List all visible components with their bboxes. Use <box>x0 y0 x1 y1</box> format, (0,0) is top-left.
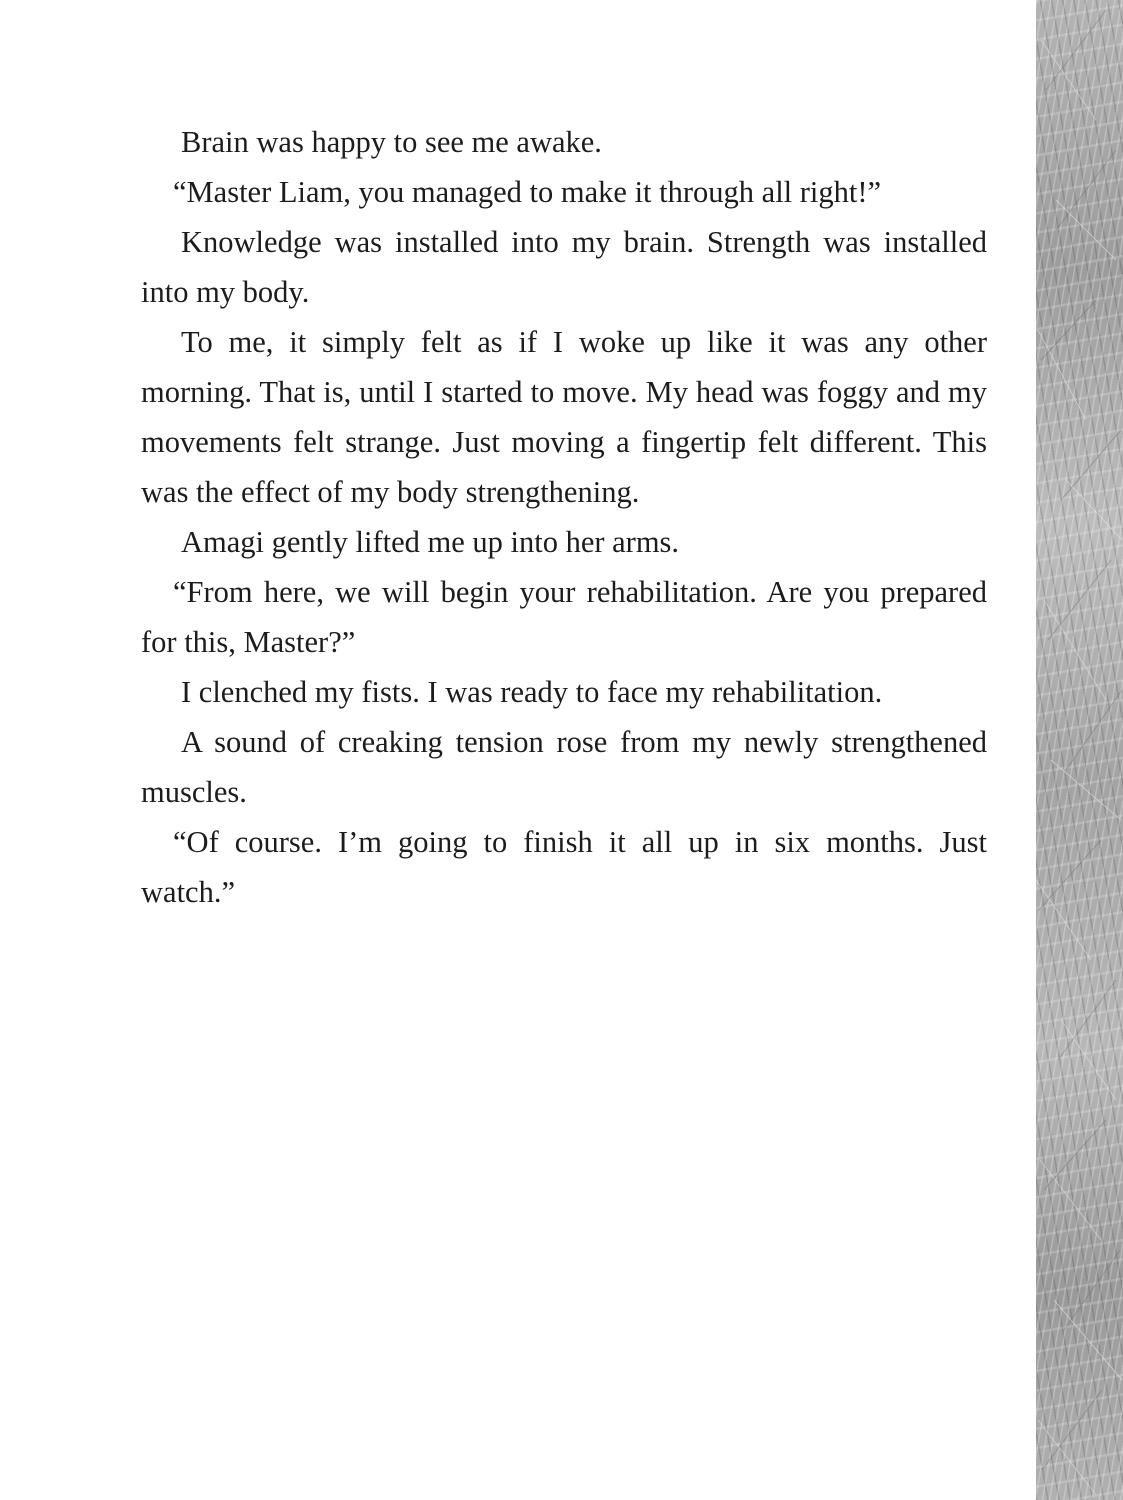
paragraph: Amagi gently lifted me up into her arms. <box>181 525 680 559</box>
paragraph: Brain was happy to see me awake. <box>181 125 602 159</box>
dialogue-paragraph: “Master Liam, you managed to make it through all right!” <box>173 175 882 209</box>
paragraph: Knowledge was installed into my brain. Strength was installed into my body. <box>141 225 987 309</box>
paragraph: A sound of creaking tension rose from my newly strengthened muscles. <box>141 725 987 809</box>
edge-scratches <box>1036 0 1123 1500</box>
dialogue-paragraph: “From here, we will begin your rehabilitation. Are you prepared for this, Master?” <box>141 575 987 659</box>
page-edge-texture <box>1036 0 1123 1500</box>
paragraph: I clenched my fists. I was ready to face my rehabilitation. <box>181 675 883 709</box>
dialogue-paragraph: “Of course. I’m going to finish it all up in six months. Just watch.” <box>141 825 987 909</box>
body-text <box>141 117 987 917</box>
paragraph: To me, it simply felt as if I woke up like it was any other morning. That is, until I started to move. My head was foggy and my movements felt strange. Just moving a fingertip felt different. This was the effect of my body strengthening. <box>141 325 987 509</box>
